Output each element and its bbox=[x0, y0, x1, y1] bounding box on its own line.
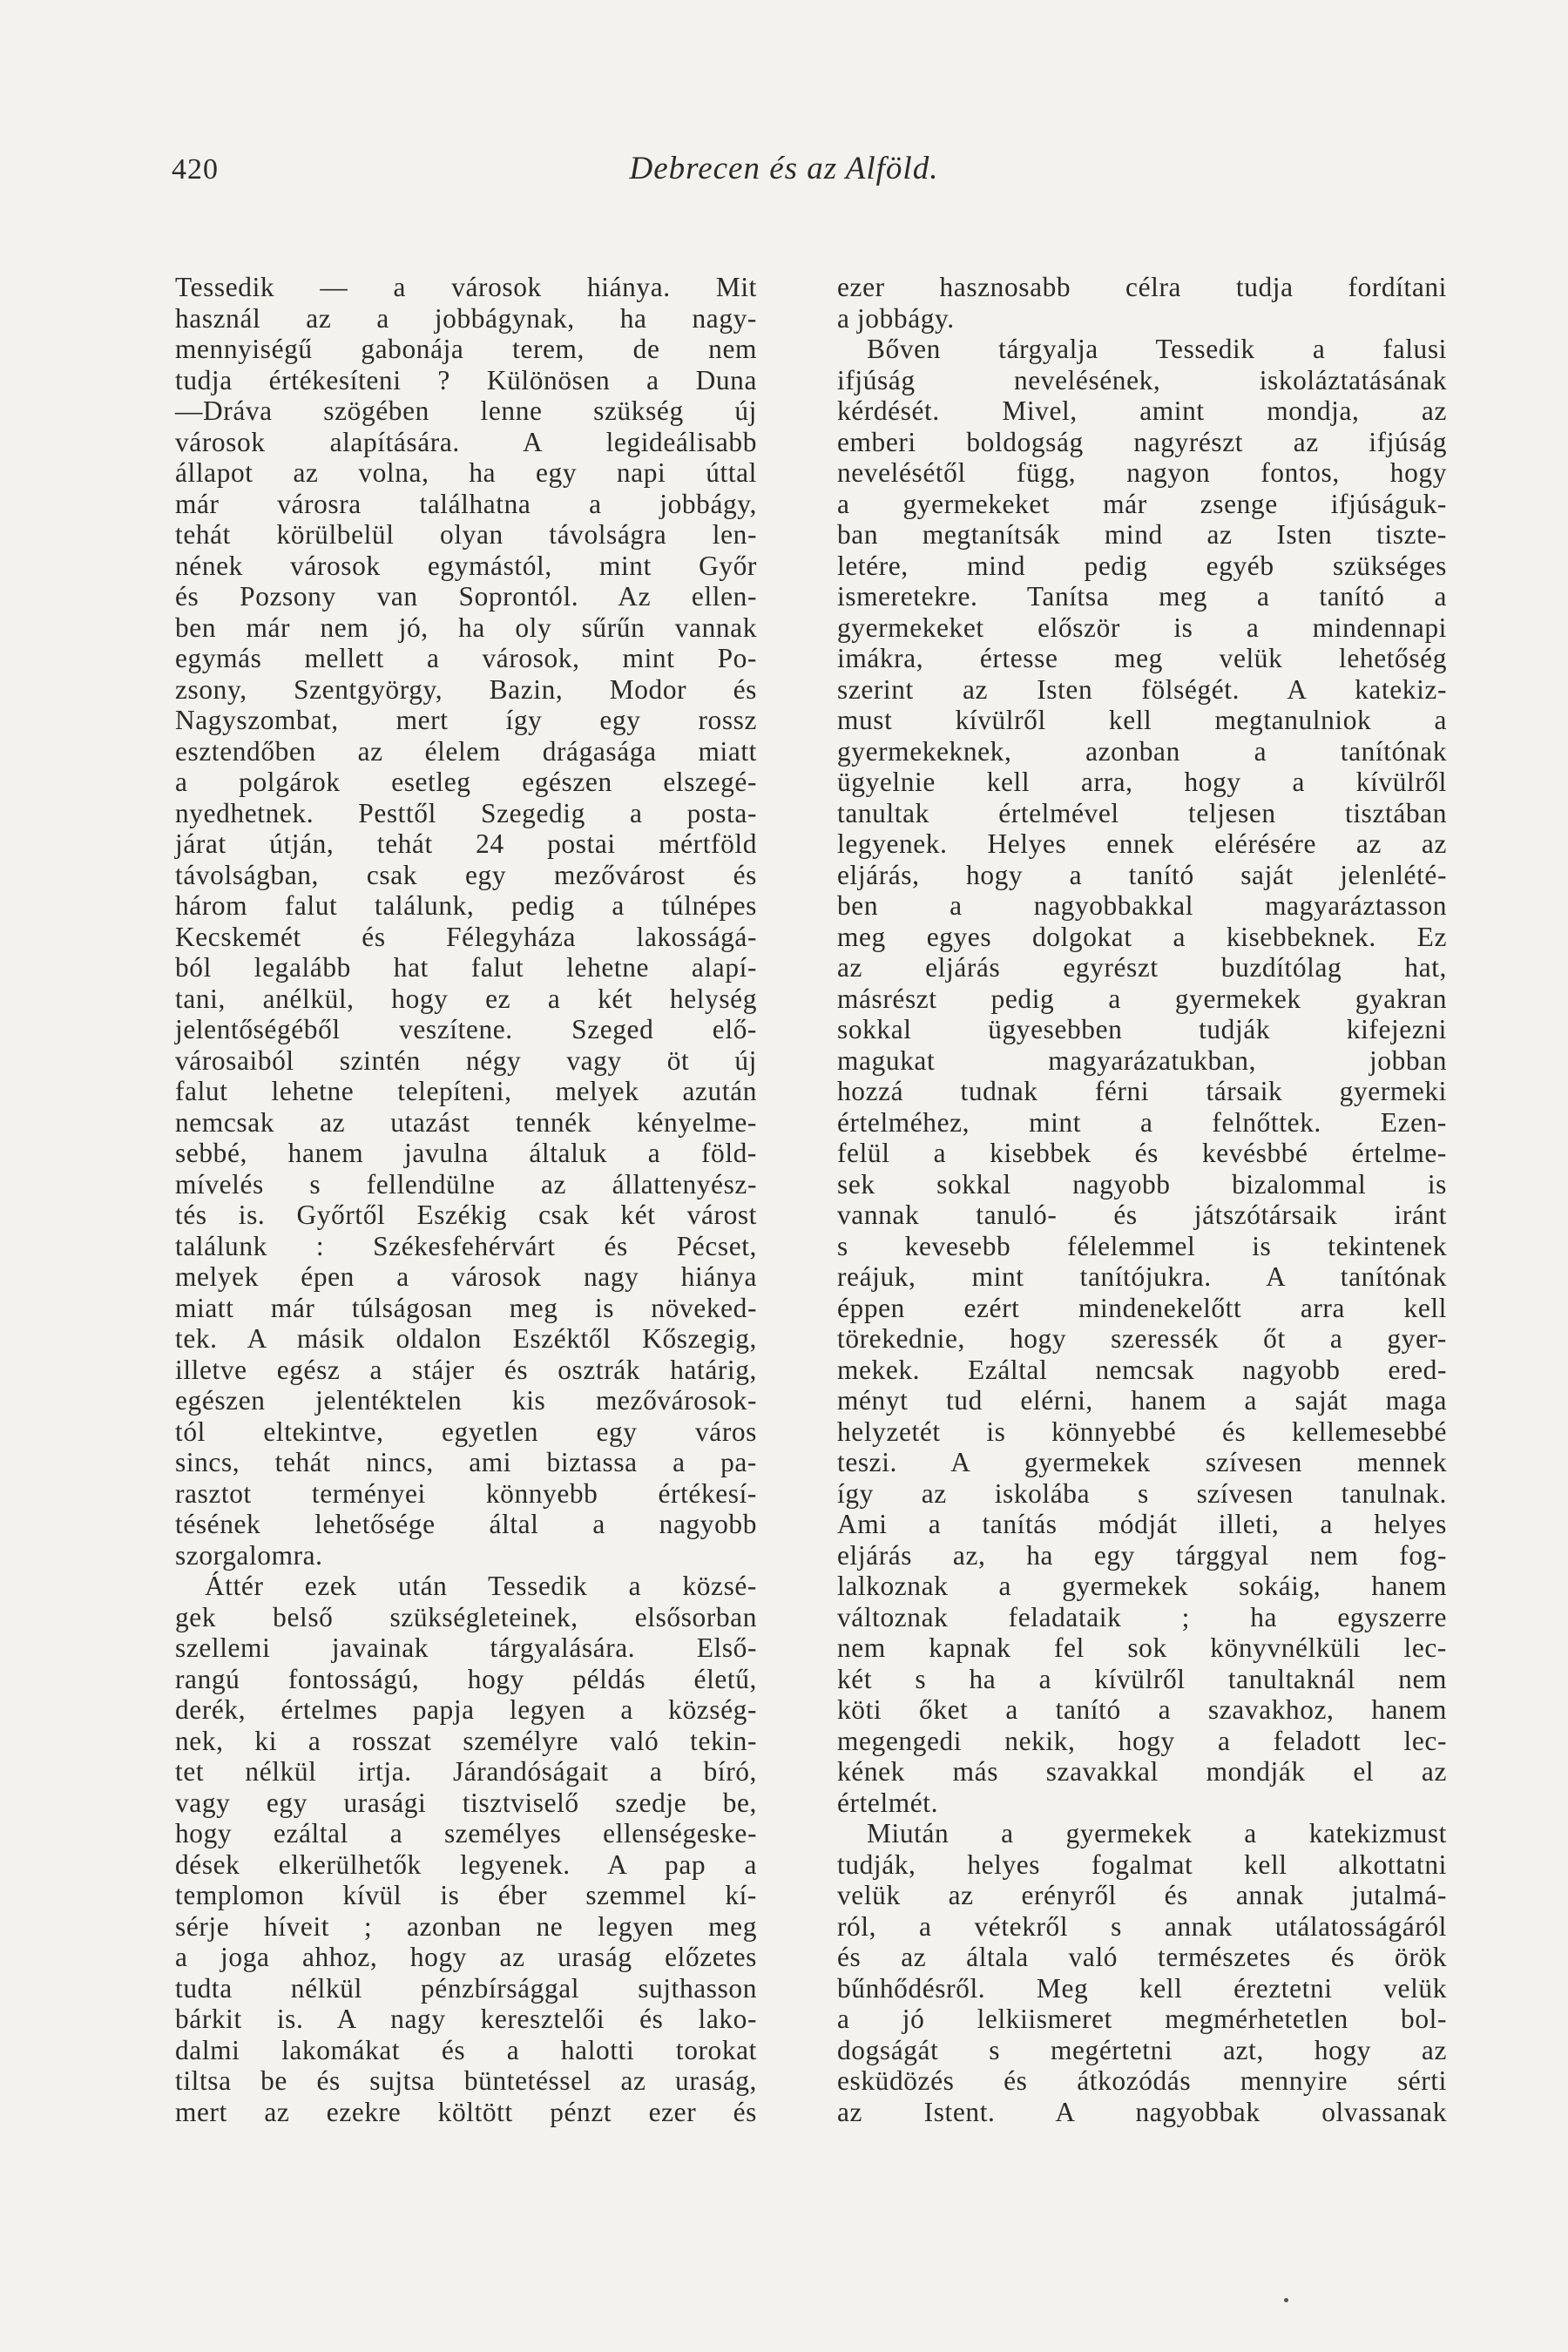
text-line: állapot az volna, ha egy napi úttal bbox=[175, 457, 757, 488]
ink-speck bbox=[1284, 2298, 1288, 2302]
text-line: hogy ezáltal a személyes ellenségeske- bbox=[175, 1818, 757, 1848]
text-line: kérdését. Mivel, amint mondja, az bbox=[837, 395, 1447, 426]
text-line: éppen ezért mindenekelőtt arra kell bbox=[837, 1292, 1447, 1323]
text-line: tehát körülbelül olyan távolságra len- bbox=[175, 519, 757, 550]
page-number: 420 bbox=[172, 153, 219, 186]
text-line: kének más szavakkal mondják el az bbox=[837, 1756, 1447, 1787]
text-line: tani, anélkül, hogy ez a két helység bbox=[175, 983, 757, 1014]
text-line: a polgárok esetleg egészen elszegé- bbox=[175, 767, 757, 797]
text-line: az eljárás egyrészt buzdítólag hat, bbox=[837, 952, 1447, 983]
text-line: ezer hasznosabb célra tudja fordítani bbox=[837, 272, 1447, 302]
text-line: sokkal ügyesebben tudják kifejezni bbox=[837, 1014, 1447, 1044]
text-line: szerint az Isten fölségét. A katekiz- bbox=[837, 673, 1447, 705]
text-line: miatt már túlságosan meg is növeked- bbox=[175, 1292, 757, 1323]
text-line: dalmi lakomákat és a halotti torokat bbox=[175, 2034, 757, 2065]
text-line: tudta nélkül pénzbírsággal sujthasson bbox=[175, 1972, 757, 2004]
text-line: köti őket a tanító a szavakhoz, hanem bbox=[837, 1694, 1447, 1725]
text-line: mekek. Ezáltal nemcsak nagyobb ered- bbox=[837, 1354, 1447, 1385]
text-line: derék, értelmes papja legyen a község- bbox=[175, 1694, 757, 1725]
text-line: ben a nagyobbakkal magyaráztasson bbox=[837, 890, 1447, 921]
text-line: —Dráva szögében lenne szükség új bbox=[175, 395, 757, 426]
text-line: sérje híveit ; azonban ne legyen meg bbox=[175, 1910, 757, 1942]
text-line: vagy egy urasági tisztviselő szedje be, bbox=[175, 1787, 757, 1818]
text-line: nevelésétől függ, nagyon fontos, hogy bbox=[837, 457, 1447, 488]
text-line: egészen jelentéktelen kis mezővárosok- bbox=[175, 1385, 757, 1416]
text-line: nyedhetnek. Pesttől Szegedig a posta- bbox=[175, 797, 757, 828]
text-line: dések elkerülhetők legyenek. A pap a bbox=[175, 1848, 757, 1880]
text-line: teszi. A gyermekek szívesen mennek bbox=[837, 1447, 1447, 1477]
text-line: tól eltekintve, egyetlen egy város bbox=[175, 1416, 757, 1447]
text-line: nének városok egymástól, mint Győr bbox=[175, 550, 757, 581]
text-line: megengedi nekik, hogy a feladott lec- bbox=[837, 1725, 1447, 1756]
text-line: esztendőben az élelem drágasága miatt bbox=[175, 735, 757, 767]
text-line: járat útján, tehát 24 postai mértföld bbox=[175, 828, 757, 859]
text-line: tudják, helyes fogalmat kell alkottatni bbox=[837, 1848, 1447, 1880]
text-line: tés is. Győrtől Eszékig csak két várost bbox=[175, 1200, 757, 1230]
text-line: rangú fontosságú, hogy példás életű, bbox=[175, 1663, 757, 1694]
text-line: találunk : Székesfehérvárt és Pécset, bbox=[175, 1230, 757, 1261]
text-line: jelentőségéből veszítene. Szeged elő- bbox=[175, 1014, 757, 1044]
text-line: távolságban, csak egy mezővárost és bbox=[175, 859, 757, 890]
text-line: és az általa való természetes és örök bbox=[837, 1942, 1447, 1972]
text-line: ról, a vétekről s annak utálatosságáról bbox=[837, 1910, 1447, 1942]
running-title: Debrecen és az Alföld. bbox=[629, 151, 939, 186]
text-line: ból legalább hat falut lehetne alapí- bbox=[175, 952, 757, 983]
text-line: felül a kisebbek és kevésbbé értelme- bbox=[837, 1138, 1447, 1168]
text-line: már városra találhatna a jobbágy, bbox=[175, 488, 757, 519]
text-line: nemcsak az utazást tennék kényelme- bbox=[175, 1106, 757, 1138]
text-line: magukat magyarázatukban, jobban bbox=[837, 1044, 1447, 1076]
text-line: a gyermekeket már zsenge ifjúságuk- bbox=[837, 488, 1447, 519]
text-line: nem kapnak fel sok könyvnélküli lec- bbox=[837, 1632, 1447, 1663]
text-line: a jobbágy. bbox=[837, 302, 955, 334]
text-line: használ az a jobbágynak, ha nagy- bbox=[175, 302, 757, 334]
text-line: Tessedik — a városok hiánya. Mit bbox=[175, 272, 757, 302]
text-line: rasztot terményei könnyebb értékesí- bbox=[175, 1477, 757, 1509]
text-line: must kívülről kell megtanulniok a bbox=[837, 705, 1447, 735]
text-line: vannak tanuló- és játszótársaik iránt bbox=[837, 1200, 1447, 1230]
text-line: szorgalomra. bbox=[175, 1539, 323, 1571]
text-line: sincs, tehát nincs, ami biztassa a pa- bbox=[175, 1447, 757, 1477]
text-line: az Istent. A nagyobbak olvassanak bbox=[837, 2096, 1447, 2127]
text-line: mívelés s fellendülne az állattenyész- bbox=[175, 1168, 757, 1200]
text-line: másrészt pedig a gyermekek gyakran bbox=[837, 983, 1447, 1014]
text-line: Kecskemét és Félegyháza lakosságá- bbox=[175, 921, 757, 952]
text-column-left bbox=[175, 272, 757, 2127]
text-line: ifjúság nevelésének, iskoláztatásának bbox=[837, 364, 1447, 395]
text-line: eljárás az, ha egy tárggyal nem fog- bbox=[837, 1539, 1447, 1571]
text-line: letére, mind pedig egyéb szükséges bbox=[837, 550, 1447, 581]
text-line: velük az erényről és annak jutalmá- bbox=[837, 1880, 1447, 1910]
text-line: reájuk, mint tanítójukra. A tanítónak bbox=[837, 1261, 1447, 1292]
text-line: három falut találunk, pedig a túlnépes bbox=[175, 890, 757, 921]
text-line: ben már nem jó, ha oly sűrűn vannak bbox=[175, 612, 757, 643]
text-line: sebbé, hanem javulna általuk a föld- bbox=[175, 1138, 757, 1168]
text-column-right bbox=[837, 272, 1447, 2127]
text-line: hozzá tudnak férni társaik gyermeki bbox=[837, 1076, 1447, 1106]
text-line: Bőven tárgyalja Tessedik a falusi bbox=[867, 334, 1447, 364]
text-line: változnak feladataik ; ha egyszerre bbox=[837, 1601, 1447, 1632]
text-line: és Pozsony van Soprontól. Az ellen- bbox=[175, 581, 757, 612]
text-line: városok alapítására. A legideálisabb bbox=[175, 426, 757, 457]
text-line: templomon kívül is éber szemmel kí- bbox=[175, 1880, 757, 1910]
text-line: gyermekeknek, azonban a tanítónak bbox=[837, 735, 1447, 767]
text-line: mennyiségű gabonája terem, de nem bbox=[175, 334, 757, 364]
text-line: melyek épen a városok nagy hiánya bbox=[175, 1261, 757, 1292]
text-line: falut lehetne telepíteni, melyek azután bbox=[175, 1076, 757, 1106]
text-line: lalkoznak a gyermekek sokáig, hanem bbox=[837, 1571, 1447, 1601]
text-line: helyzetét is könnyebbé és kellemesebbé bbox=[837, 1416, 1447, 1447]
text-line: zsony, Szentgyörgy, Bazin, Modor és bbox=[175, 673, 757, 705]
text-line: törekednie, hogy szeressék őt a gyer- bbox=[837, 1323, 1447, 1354]
text-line: sek sokkal nagyobb bizalommal is bbox=[837, 1168, 1447, 1200]
text-line: emberi boldogság nagyrészt az ifjúság bbox=[837, 426, 1447, 457]
text-line: tudja értékesíteni ? Különösen a Duna bbox=[175, 364, 757, 395]
text-line: két s ha a kívülről tanultaknál nem bbox=[837, 1663, 1447, 1694]
text-line: legyenek. Helyes ennek elérésére az az bbox=[837, 828, 1447, 859]
text-line: dogságát s megértetni azt, hogy az bbox=[837, 2034, 1447, 2065]
text-line: a joga ahhoz, hogy az uraság előzetes bbox=[175, 1942, 757, 1972]
text-line: tésének lehetősége által a nagyobb bbox=[175, 1509, 757, 1539]
text-line: nek, ki a rosszat személyre való tekin- bbox=[175, 1725, 757, 1756]
text-line: mert az ezekre költött pénzt ezer és bbox=[175, 2096, 757, 2127]
text-line: s kevesebb félelemmel is tekintenek bbox=[837, 1230, 1447, 1261]
text-line: eljárás, hogy a tanító saját jelenlété- bbox=[837, 859, 1447, 890]
text-line: bűnhődésről. Meg kell éreztetni velük bbox=[837, 1972, 1447, 2004]
text-line: tet nélkül irtja. Járandóságait a bíró, bbox=[175, 1756, 757, 1787]
text-line: imákra, értesse meg velük lehetőség bbox=[837, 643, 1447, 673]
text-line: ményt tud elérni, hanem a saját maga bbox=[837, 1385, 1447, 1416]
text-line: ismeretekre. Tanítsa meg a tanító a bbox=[837, 581, 1447, 612]
text-line: tanultak értelmével teljesen tisztában bbox=[837, 797, 1447, 828]
text-line: bárkit is. A nagy keresztelői és lako- bbox=[175, 2004, 757, 2034]
text-line: gyermekeket először is a mindennapi bbox=[837, 612, 1447, 643]
text-line: illetve egész a stájer és osztrák határig, bbox=[175, 1354, 757, 1385]
text-line: tek. A másik oldalon Eszéktől Kőszegig, bbox=[175, 1323, 757, 1354]
text-line: Áttér ezek után Tessedik a közsé- bbox=[205, 1571, 757, 1601]
text-line: értelméhez, mint a felnőttek. Ezen- bbox=[837, 1106, 1447, 1138]
text-line: városaiból szintén négy vagy öt új bbox=[175, 1044, 757, 1076]
text-line: értelmét. bbox=[837, 1787, 939, 1818]
text-line: esküdözés és átkozódás mennyire sérti bbox=[837, 2065, 1447, 2096]
text-line: egymás mellett a városok, mint Po- bbox=[175, 643, 757, 673]
text-line: meg egyes dolgokat a kisebbeknek. Ez bbox=[837, 921, 1447, 952]
text-line: Miután a gyermekek a katekizmust bbox=[867, 1818, 1447, 1848]
text-line: gek belső szükségleteinek, elsősorban bbox=[175, 1601, 757, 1632]
text-line: Nagyszombat, mert így egy rossz bbox=[175, 705, 757, 735]
text-line: tiltsa be és sujtsa büntetéssel az uraság, bbox=[175, 2065, 757, 2096]
text-line: szellemi javainak tárgyalására. Első- bbox=[175, 1632, 757, 1663]
text-line: így az iskolába s szívesen tanulnak. bbox=[837, 1477, 1447, 1509]
text-line: ban megtanítsák mind az Isten tiszte- bbox=[837, 519, 1447, 550]
text-line: Ami a tanítás módját illeti, a helyes bbox=[837, 1509, 1447, 1539]
text-line: ügyelnie kell arra, hogy a kívülről bbox=[837, 767, 1447, 797]
text-line: a jó lelkiismeret megmérhetetlen bol- bbox=[837, 2004, 1447, 2034]
